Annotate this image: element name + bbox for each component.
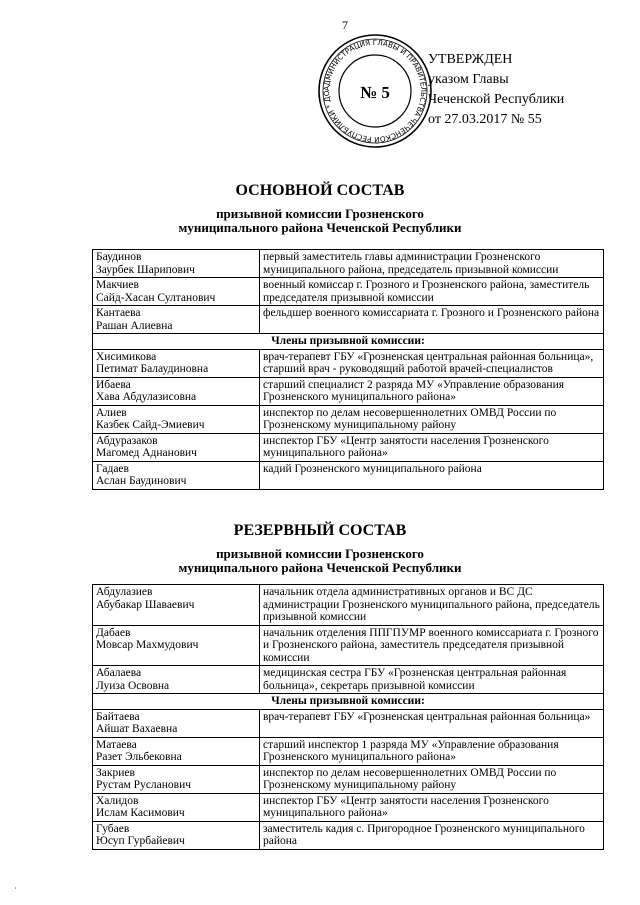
member-role: инспектор ГБУ «Центр занятости населения Грозненского муниципального района»	[260, 433, 604, 461]
member-role: медицинская сестра ГБУ «Грозненская центральная районная больница», секретарь призывной комиссии	[260, 666, 604, 694]
given-name: Рустам Русланович	[96, 779, 192, 791]
table-row	[93, 433, 604, 461]
table-row	[93, 461, 604, 489]
surname: Гадаев	[96, 462, 129, 475]
surname: Макчиев	[96, 279, 139, 291]
given-name: Аслан Баудинович	[96, 475, 187, 487]
members-header: Члены призывной комиссии:	[93, 694, 604, 710]
main-composition-table	[92, 249, 604, 490]
table-row	[93, 821, 604, 849]
main-subtitle-1: призывной комиссии Грозненского	[216, 206, 424, 221]
surname: Баудинов	[96, 251, 142, 263]
approval-line-2: указом Главы	[428, 72, 509, 87]
member-name-cell	[93, 433, 260, 461]
seal-icon	[316, 32, 434, 150]
approval-line-4: от 27.03.2017 № 55	[428, 112, 542, 127]
member-name-cell	[93, 349, 260, 377]
approval-block	[428, 50, 564, 130]
main-subtitle-2: муниципального района Чеченской Республики	[178, 220, 462, 235]
members-header-row	[93, 694, 604, 710]
table-row	[93, 377, 604, 405]
member-name-cell	[93, 250, 260, 278]
member-name-cell	[93, 737, 260, 765]
seal-ring-text: АДМИНИСТРАЦИЯ ГЛАВЫ И ПРАВИТЕЛЬСТВА ЧЕЧЕНСКОЙ РЕСПУБЛИКИ * ДО	[321, 37, 429, 145]
given-name: Хава Абдулазисовна	[96, 391, 197, 403]
member-name-cell	[93, 666, 260, 694]
given-name: Сайд-Хасан Султанович	[96, 291, 216, 304]
given-name: Рашан Алиевна	[96, 319, 173, 332]
main-title: ОСНОВНОЙ СОСТАВ	[235, 182, 405, 199]
member-name-cell	[93, 821, 260, 849]
member-role: врач-терапевт ГБУ «Грозненская центральная районная больница»	[260, 709, 604, 737]
table-row	[93, 278, 604, 306]
surname: Абдуразаков	[96, 434, 158, 447]
member-name-cell	[93, 625, 260, 666]
official-seal-stamp	[316, 32, 434, 150]
table-row	[93, 250, 604, 278]
given-name: Мовсар Махмудович	[96, 639, 199, 651]
member-role: инспектор по делам несовершеннолетних ОМВД России по Грозненскому муниципальному району	[260, 765, 604, 793]
table-row	[93, 666, 604, 694]
member-name-cell	[93, 405, 260, 433]
member-name-cell	[93, 377, 260, 405]
surname: Абдулазиев	[96, 586, 153, 598]
member-role: начальник отдела административных органов и ВС ДС администрации Грозненского муниципального района, председатель призывной комиссии	[260, 585, 604, 626]
member-role: кадий Грозненского муниципального района	[260, 461, 604, 489]
given-name: Магомед Аднанович	[96, 447, 197, 459]
surname: Губаев	[96, 822, 130, 835]
surname: Хисимикова	[96, 350, 157, 363]
member-role: начальник отделения ППГПУМР военного комиссариата г. Грозного и Грозненского района, заместитель председателя призывной комиссии	[260, 625, 604, 666]
members-header-row	[93, 334, 604, 350]
table-row	[93, 349, 604, 377]
surname: Закриев	[96, 766, 135, 779]
member-role: старший инспектор 1 разряда МУ «Управление образования Грозненского муниципального района»	[260, 737, 604, 765]
given-name: Заурбек Шарипович	[96, 263, 195, 276]
given-name: Разет Эльбековна	[96, 751, 182, 763]
table-row	[93, 306, 604, 334]
surname: Матаева	[96, 738, 137, 751]
reserve-composition-table	[92, 584, 604, 850]
table-row	[93, 585, 604, 626]
member-name-cell	[93, 461, 260, 489]
member-role: фельдшер военного комиссариата г. Грозного и Грозненского района	[260, 306, 604, 334]
table-row	[93, 709, 604, 737]
table-row	[93, 765, 604, 793]
surname: Ибаева	[96, 378, 131, 391]
member-name-cell	[93, 278, 260, 306]
page-number: 7	[342, 18, 348, 32]
member-role: инспектор ГБУ «Центр занятости населения Грозненского муниципального района»	[260, 793, 604, 821]
member-role: врач-терапевт ГБУ «Грозненская центральная районная больница», старший врач - руководящий работой врачей-специалистов	[260, 349, 604, 377]
table-row	[93, 793, 604, 821]
approval-line-3: Чеченской Республики	[428, 92, 565, 107]
member-role: военный комиссар г. Грозного и Грозненского района, заместитель председателя призывной комиссии	[260, 278, 604, 306]
member-role: заместитель кадия с. Пригородное Грозненского муниципального района	[260, 821, 604, 849]
member-role: первый заместитель главы администрации Грозненского муниципального района, председатель призывной комиссии	[260, 250, 604, 278]
given-name: Абубакар Шаваевич	[96, 598, 195, 611]
table-row	[93, 625, 604, 666]
given-name: Петимат Балаудиновна	[96, 363, 209, 375]
surname: Абалаева	[96, 667, 142, 679]
given-name: Юсуп Гурбайевич	[96, 835, 185, 847]
given-name: Казбек Сайд-Эмиевич	[96, 419, 205, 431]
given-name: Ислам Касимович	[96, 807, 185, 819]
surname: Дабаев	[96, 626, 131, 639]
table-row	[93, 405, 604, 433]
surname: Кантаева	[96, 307, 141, 319]
members-header: Члены призывной комиссии:	[93, 334, 604, 350]
seal-number: № 5	[360, 83, 390, 102]
reserve-subtitle-1: призывной комиссии Грозненского	[216, 546, 424, 561]
approval-line-1: УТВЕРЖДЕН	[428, 52, 513, 67]
given-name: Айшат Вахаевна	[96, 723, 178, 735]
member-name-cell	[93, 306, 260, 334]
member-name-cell	[93, 709, 260, 737]
table-row	[93, 737, 604, 765]
member-name-cell	[93, 765, 260, 793]
surname: Халидов	[96, 794, 139, 807]
scan-dot: ·	[14, 884, 17, 893]
given-name: Луиза Освовна	[96, 679, 170, 692]
surname: Алиев	[96, 406, 127, 419]
member-name-cell	[93, 585, 260, 626]
reserve-title: РЕЗЕРВНЫЙ СОСТАВ	[233, 522, 407, 539]
member-role: старший специалист 2 разряда МУ «Управление образования Грозненского муниципального района»	[260, 377, 604, 405]
member-name-cell	[93, 793, 260, 821]
surname: Байтаева	[96, 710, 140, 723]
reserve-subtitle-2: муниципального района Чеченской Республики	[178, 560, 462, 575]
member-role: инспектор по делам несовершеннолетних ОМВД России по Грозненскому муниципальному району	[260, 405, 604, 433]
